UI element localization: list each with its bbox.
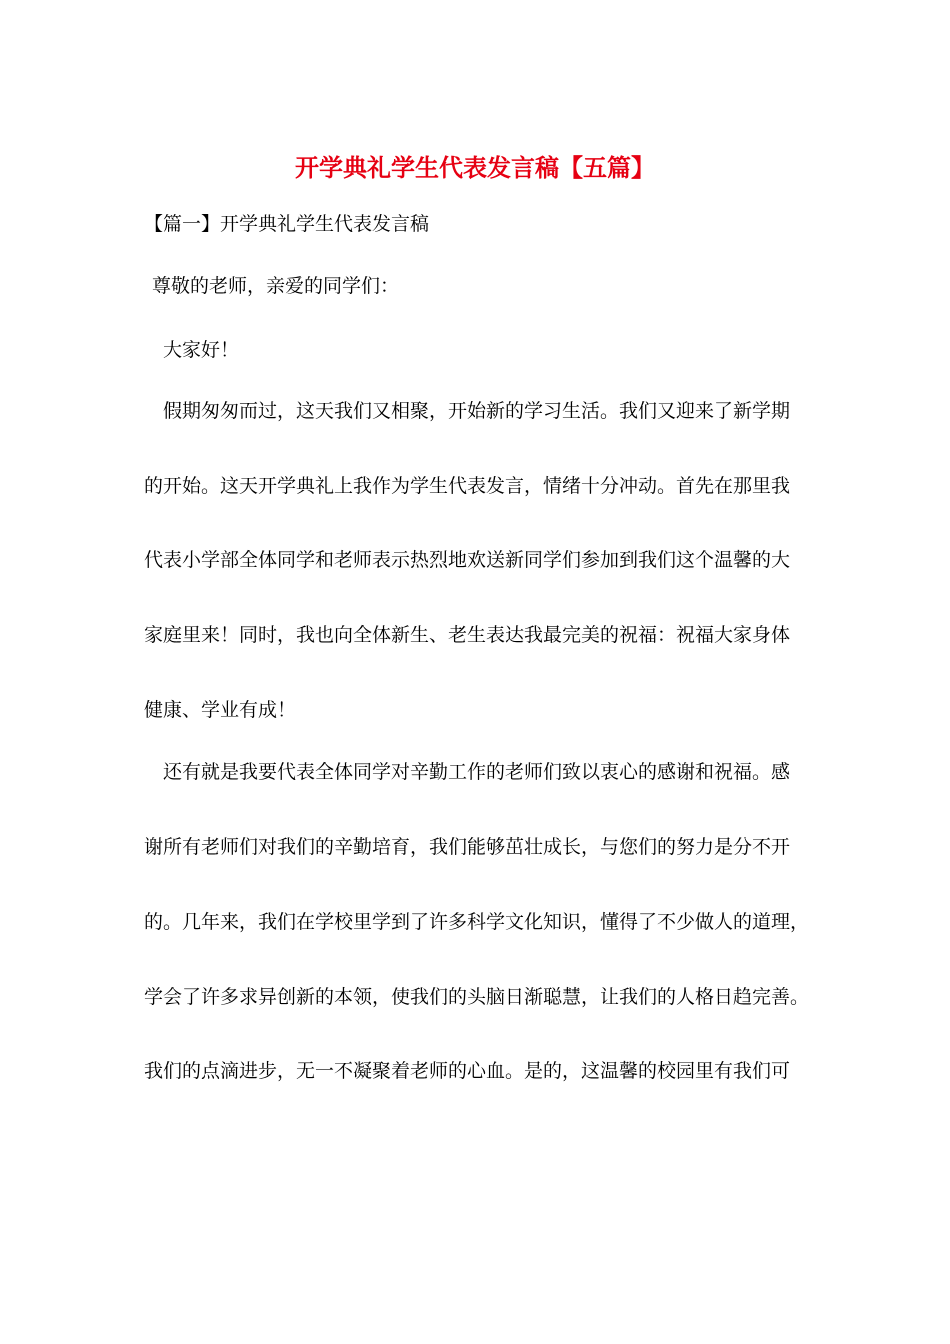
paragraph-line: 健康、学业有成！ (144, 699, 297, 721)
salutation: 尊敬的老师，亲爱的同学们： (152, 275, 400, 297)
paragraph-line: 的开始。这天开学典礼上我作为学生代表发言，情绪十分冲动。首先在那里我 (144, 475, 791, 497)
document-title: 开学典礼学生代表发言稿【五篇】 (295, 153, 655, 182)
paragraph-line: 我们的点滴进步，无一不凝聚着老师的心血。是的，这温馨的校园里有我们可 (144, 1060, 791, 1082)
paragraph-line: 家庭里来！同时，我也向全体新生、老生表达我最完美的祝福：祝福大家身体 (144, 624, 791, 646)
paragraph-line: 代表小学部全体同学和老师表示热烈地欢送新同学们参加到我们这个温馨的大 (144, 549, 791, 571)
section-heading: 【篇一】开学典礼学生代表发言稿 (144, 213, 430, 235)
paragraph-line: 的。几年来，我们在学校里学到了许多科学文化知识，懂得了不少做人的道理， (144, 911, 810, 933)
paragraph-line: 谢所有老师们对我们的辛勤培育，我们能够茁壮成长，与您们的努力是分不开 (144, 836, 791, 858)
greeting: 大家好！ (163, 339, 240, 361)
paragraph-line: 学会了许多求异创新的本领，使我们的头脑日渐聪慧，让我们的人格日趋完善。 (144, 986, 810, 1008)
paragraph-line: 还有就是我要代表全体同学对辛勤工作的老师们致以衷心的感谢和祝福。感 (163, 761, 791, 783)
paragraph-line: 假期匆匆而过，这天我们又相聚，开始新的学习生活。我们又迎来了新学期 (163, 400, 791, 422)
